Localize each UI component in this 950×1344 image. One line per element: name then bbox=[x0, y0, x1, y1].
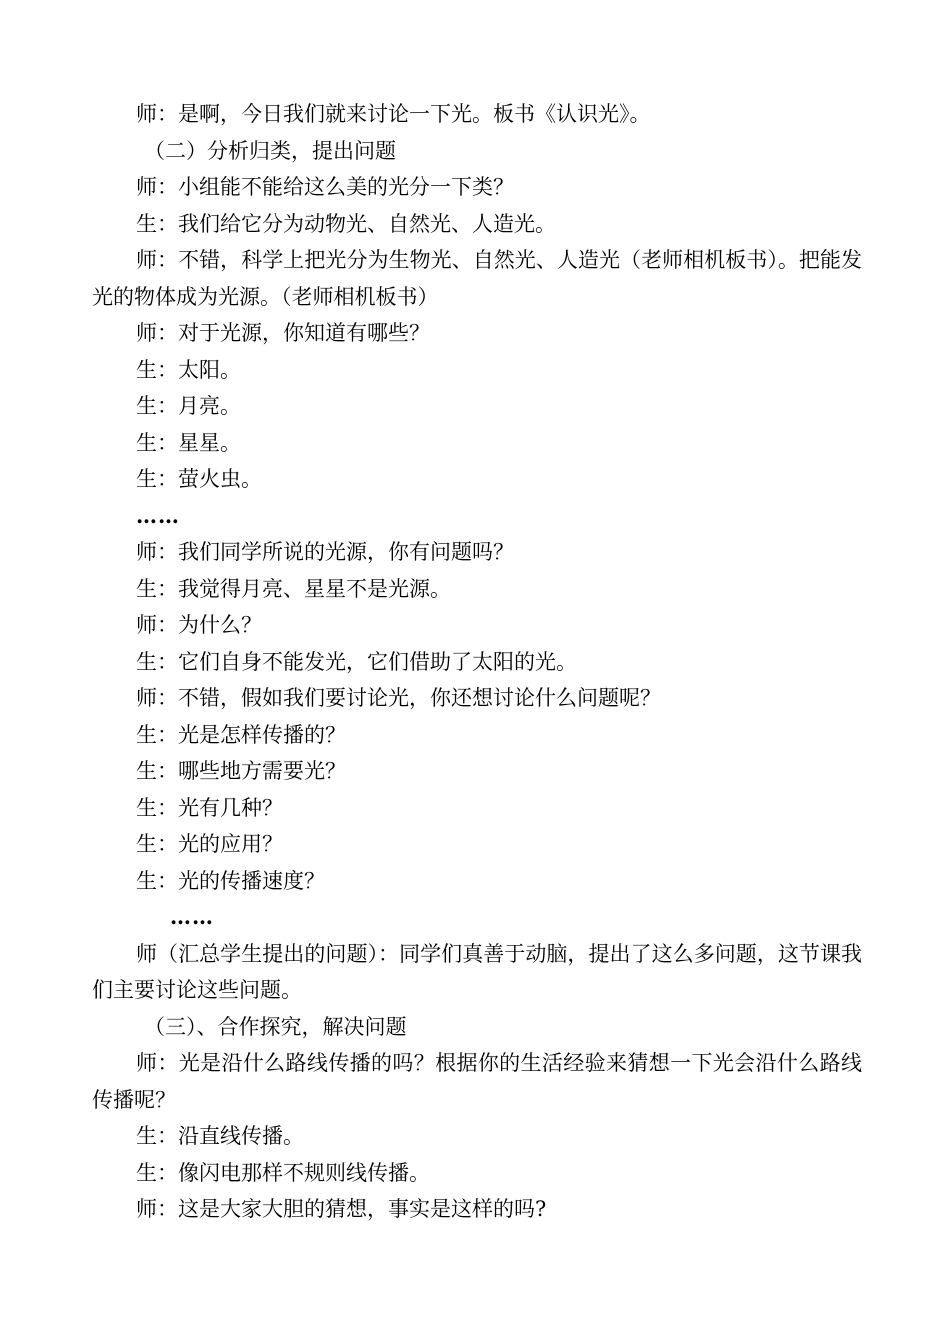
lesson-transcript bbox=[92, 96, 862, 1228]
paragraph: 生：我觉得月亮、星星不是光源。 bbox=[136, 576, 451, 601]
paragraph: 师：为什么？ bbox=[136, 613, 262, 637]
paragraph: 生：萤火虫。 bbox=[136, 467, 262, 491]
section-heading: （三）、合作探究，解决问题 bbox=[144, 1014, 407, 1039]
paragraph: 生：光有几种？ bbox=[136, 795, 283, 820]
paragraph: 师：不错，假如我们要讨论光，你还想讨论什么问题呢？ bbox=[136, 686, 661, 710]
paragraph: 生：沿直线传播。 bbox=[136, 1124, 304, 1148]
paragraph: 生：我们给它分为动物光、自然光、人造光。 bbox=[136, 211, 556, 236]
paragraph: 生：光是怎样传播的？ bbox=[136, 722, 346, 747]
paragraph: 生：太阳。 bbox=[136, 357, 241, 382]
paragraph: 师：对于光源，你知道有哪些？ bbox=[136, 321, 430, 345]
paragraph: 师：我们同学所说的光源，你有问题吗？ bbox=[136, 540, 514, 564]
paragraph: 师（汇总学生提出的问题）：同学们真善于动脑，提出了这么多问题，这节课我们主要讨论这些问题。 bbox=[92, 941, 862, 1002]
paragraph: 师：这是大家大胆的猜想，事实是这样的吗? bbox=[136, 1197, 547, 1221]
ellipsis: …… bbox=[170, 904, 214, 929]
paragraph: 生：哪些地方需要光？ bbox=[136, 759, 346, 783]
paragraph: 师：光是沿什么路线传播的吗？根据你的生活经验来猜想一下光会沿什么路线传播呢？ bbox=[92, 1051, 862, 1112]
paragraph: 生：它们自身不能发光，它们借助了太阳的光。 bbox=[136, 649, 577, 674]
paragraph: 生：光的应用？ bbox=[136, 832, 283, 856]
ellipsis: …… bbox=[136, 502, 180, 528]
paragraph: 生：月亮。 bbox=[136, 394, 241, 418]
section-heading: （二）分析归类，提出问题 bbox=[144, 138, 396, 163]
paragraph: 生：像闪电那样不规则线传播。 bbox=[136, 1160, 430, 1185]
paragraph: 师：不错，科学上把光分为生物光、自然光、人造光（老师相机板书）。把能发光的物体成为光源。（老师相机板书） bbox=[92, 248, 862, 309]
paragraph: 生：光的传播速度？ bbox=[136, 868, 325, 893]
paragraph: 生：星星。 bbox=[136, 430, 241, 455]
paragraph: 师：小组能不能给这么美的光分一下类？ bbox=[136, 175, 514, 199]
paragraph: 师：是啊，今日我们就来讨论一下光。板书《认识光》。 bbox=[136, 102, 651, 126]
